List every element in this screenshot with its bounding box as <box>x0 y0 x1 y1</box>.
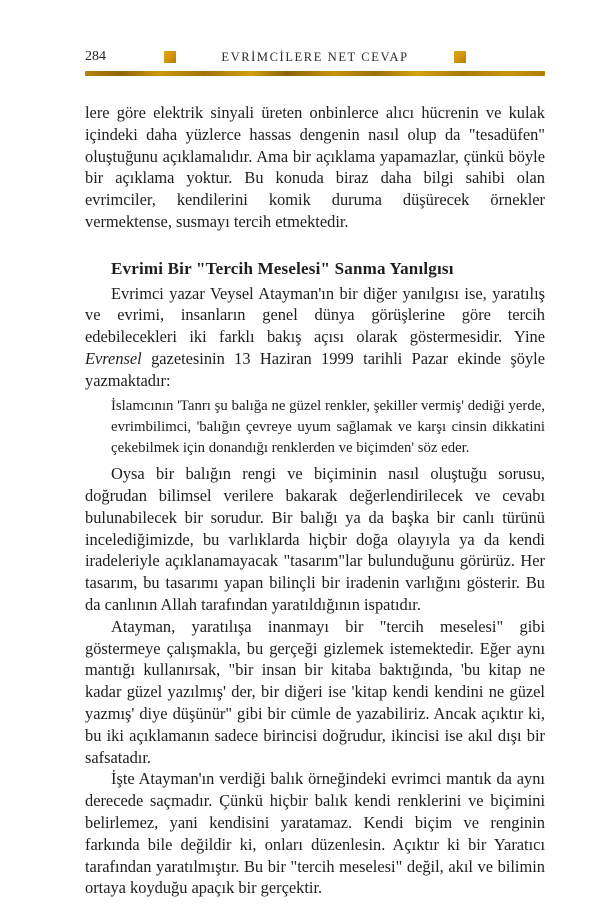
page-number: 284 <box>85 49 106 64</box>
running-head-title: EVRİMCİLERE NET CEVAP <box>221 49 409 64</box>
paragraph-text-before-italic: Evrimci yazar Veysel Atayman'ın bir diğer yanılgısı ise, yaratılış ve evrimi, insanların genel dünya görüşlerine göre tercih edebilecekleri iki farklı bakış açısı olarak göstermesidir. Yine <box>85 283 545 347</box>
header-rule <box>85 71 545 76</box>
ornament-square-left-icon <box>164 51 176 63</box>
paragraph-atayman-intro <box>85 283 545 392</box>
page-body <box>85 102 545 899</box>
newspaper-name-italic: Evrensel <box>85 348 142 368</box>
paragraph-conclusion: İşte Atayman'ın verdiği balık örneğindeki evrimci mantık da aynı derecede saçmadır. Çünkü hiçbir balık kendi renklerini ve biçimini belirlemez, yani kendisini yaratamaz. Kendi biçim ve renginin farkında bile değildir ki, onları düzenlesin. Açıktır ki bir Yaratıcı tarafından yaratılmıştır. Bu bir "tercih meselesi" değil, akıl ve bilimin ortaya koyduğu apaçık bir gerçektir. <box>85 769 545 898</box>
paragraph-fish-design: Oysa bir balığın rengi ve biçiminin nasıl oluştuğu sorusu, doğrudan bilimsel verilere bakarak değerlendirilecek ve cevabı bulunabilecek bir sorudur. Bir balığı ya da başka bir canlı türünü incelediğimizde, bu varlıklarda hiçbir doğa olayıyla ya da kendi iradeleriyle açıklanamayacak "tasarım"lar bulunduğunu görürüz. Her tasarım, bu tasarımı yapan bilinçli bir iradenin varlığını gösterir. Bu da canlının Allah tarafından yaratıldığının ispatıdır. <box>85 464 545 614</box>
paragraph-continuation: lere göre elektrik sinyali üreten onbinlerce alıcı hücrenin ve kulak içindeki daha yüzlerce hassas dengenin nasıl olup da "tesadüfen" oluştuğunu açıklamalıdır. Ama bir açıklama yapamazlar, çünkü böyle bir açıklama yoktur. Bu konuda biraz daha bilgi sahibi olan evrimciler, kendilerini komik duruma düşürecek örnekler vermektense, susmayı tercih etmektedir. <box>85 103 545 231</box>
page-header <box>85 48 545 66</box>
paragraph-text-after-italic: gazetesinin 13 Haziran 1999 tarihli Pazar ekinde şöyle yazmaktadır: <box>85 348 545 390</box>
paragraph-book-analogy: Atayman, yaratılışa inanmayı bir "tercih meselesi" gibi göstermeye çalışmakla, bu gerçeği gizlemek istemektedir. Eğer aynı mantığı kullanırsak, "bir insan bir kitaba baktığında, 'bu kitap ne kadar güzel yazılmış' der, bir diğeri ise 'kitap kendi kendini ne güzel yazmış' diye düşünür" gibi bir cümle de yazabiliriz. Ancak açıktır ki, bu iki açıklamanın sadece birincisi doğrudur, ikincisi ise akıl dışı bir safsatadır. <box>85 616 545 767</box>
ornament-square-right-icon <box>454 51 466 63</box>
block-quote: İslamcının 'Tanrı şu balığa ne güzel renkler, şekiller vermiş' dediği yerde, evrimbilimci, 'balığın çevreye uyum sağlamak ve karşı cinsin dikkatini çekebilmek için donandığı renklerden ve biçimden' söz eder. <box>111 397 545 456</box>
header-spacer <box>511 57 545 58</box>
section-heading: Evrimi Bir "Tercih Meselesi" Sanma Yanılgısı <box>111 258 454 278</box>
